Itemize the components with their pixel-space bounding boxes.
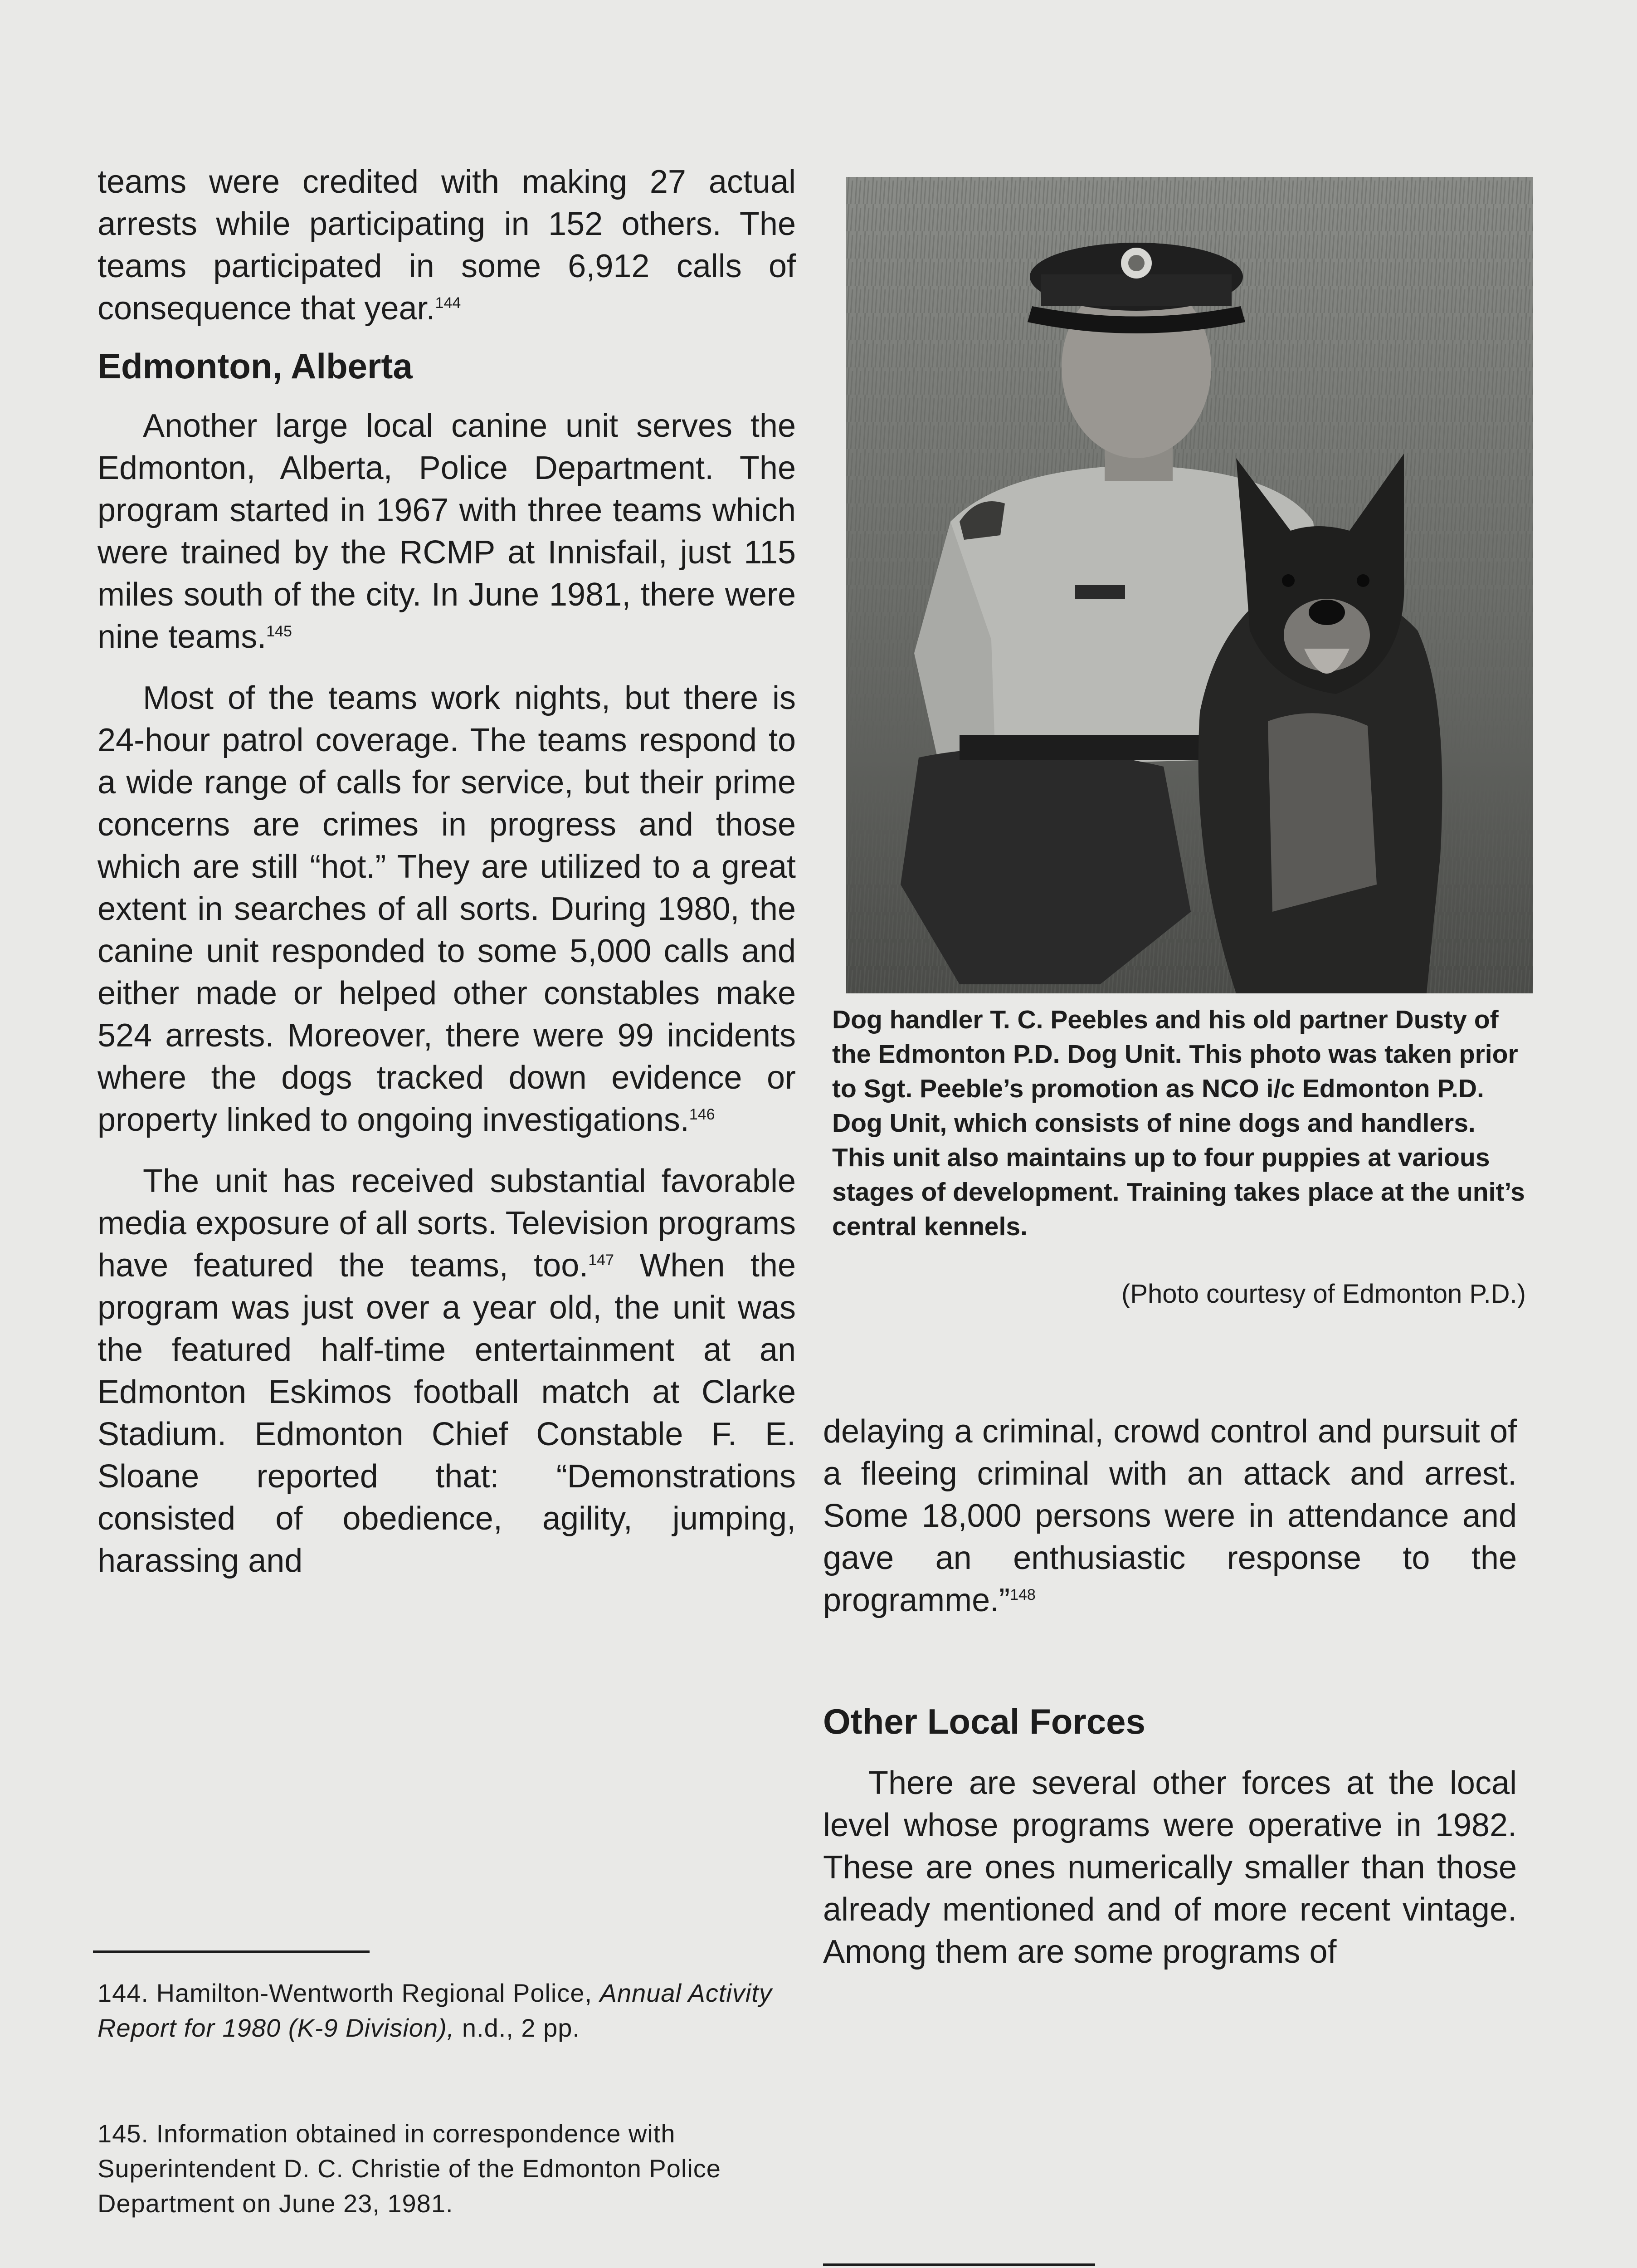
paragraph-text: Most of the teams work nights, but there is 24-hour patrol coverage. The teams respond to a wide range of calls for service, but their prime concerns are crimes in progress and those which are still “hot.” They are utilized to a great extent in searches of all sorts. During 1980, the canine unit responded to some 5,000 calls and either made or helped other constables make 524 arrests. Moreover, there were 99 incidents where the dogs tracked down evidence or property linked to ongoing investigations.: [97, 680, 796, 1138]
paragraph-other-local-forces: [823, 1762, 1517, 1973]
footnote-ref[interactable]: 147: [588, 1251, 614, 1269]
paragraph-edmonton-1: [97, 405, 796, 658]
handler-and-dog-photo: [846, 177, 1533, 993]
right-column: [823, 1411, 1517, 1973]
photo-credit: (Photo courtesy of Edmonton P.D.): [1121, 1279, 1526, 1309]
paragraph-spacer: [97, 1141, 796, 1160]
footnote-divider: [823, 2263, 1095, 2266]
paragraph-text: There are several other forces at the local level whose programs were operative in 1982. These are ones numerically smaller than those already mentioned and of more recent vintage. Among them are some programs of: [823, 1765, 1517, 1970]
paragraph-continued: [97, 161, 796, 330]
paragraph-text: delaying a criminal, crowd control and pursuit of a fleeing criminal with an attack and arrest. Some 18,000 persons were in attendance and gave an enthusiastic response to the programme.”: [823, 1413, 1517, 1618]
footnote-title: Annual Activity Report for 1980 (K-9 Division),: [97, 1979, 772, 2042]
paragraph-edmonton-2: [97, 677, 796, 1141]
photo-illustration: [846, 177, 1533, 993]
footnote-ref[interactable]: 144: [435, 294, 461, 312]
section-heading-other-local-forces: Other Local Forces: [823, 1701, 1145, 1741]
paragraph-text: The unit has received substantial favorable media exposure of all sorts. Television programs have featured the teams, too.: [97, 1163, 796, 1284]
footnote-text: n.d., 2 pp.: [462, 2014, 580, 2042]
footnote-number: 144.: [97, 1979, 149, 2007]
footnote-146: [97, 2266, 778, 2268]
paragraph-text: When the program was just over a year old, the unit was the featured half-time entertainment at an Edmonton Eskimos football match at Clarke Stadium. Edmonton Chief Constable F. E. Sloane reported that: “Demonstrations consisted of obedience, agility, jumping, harassing and: [97, 1247, 796, 1579]
paragraph-text: Another large local canine unit serves the Edmonton, Alberta, Police Department. The program started in 1967 with three teams which were trained by the RCMP at Innisfail, just 115 miles south of the city. In June 1981, there were nine teams.: [97, 408, 796, 655]
footnote-text: Hamilton-Wentworth Regional Police,: [156, 1979, 593, 2007]
footnote-144: [97, 1975, 778, 2045]
paragraph-edmonton-3: [97, 1160, 796, 1582]
section-heading-edmonton: Edmonton, Alberta: [97, 346, 413, 386]
photo-caption: Dog handler T. C. Peebles and his old partner Dusty of the Edmonton P.D. Dog Unit. This photo was taken prior to Sgt. Peeble’s promotion as NCO i/c Edmonton P.D. Dog Unit, which consists of nine dogs and handlers. This unit also maintains up to four puppies at various stages of development. Training takes place at the unit’s central kennels.: [832, 1005, 1525, 1241]
footnote-ref[interactable]: 146: [689, 1106, 715, 1123]
footnote-number: 145.: [97, 2119, 149, 2148]
paragraph-spacer: [97, 658, 796, 677]
footnote-divider: [93, 1950, 370, 1953]
footnote-text: Information obtained in correspondence with Superintendent D. C. Christie of the Edmonton Police Department on June 23, 1981.: [97, 2119, 721, 2218]
footnote-145: [97, 2116, 778, 2221]
left-column: [97, 161, 796, 1582]
footnote-ref[interactable]: 148: [1010, 1586, 1036, 1603]
paragraph-text: teams were credited with making 27 actual arrests while participating in 152 others. The teams participated in some 6,912 calls of consequence that year.: [97, 164, 796, 327]
paragraph-continued-right: [823, 1411, 1517, 1622]
footnote-ref[interactable]: 145: [266, 623, 292, 640]
